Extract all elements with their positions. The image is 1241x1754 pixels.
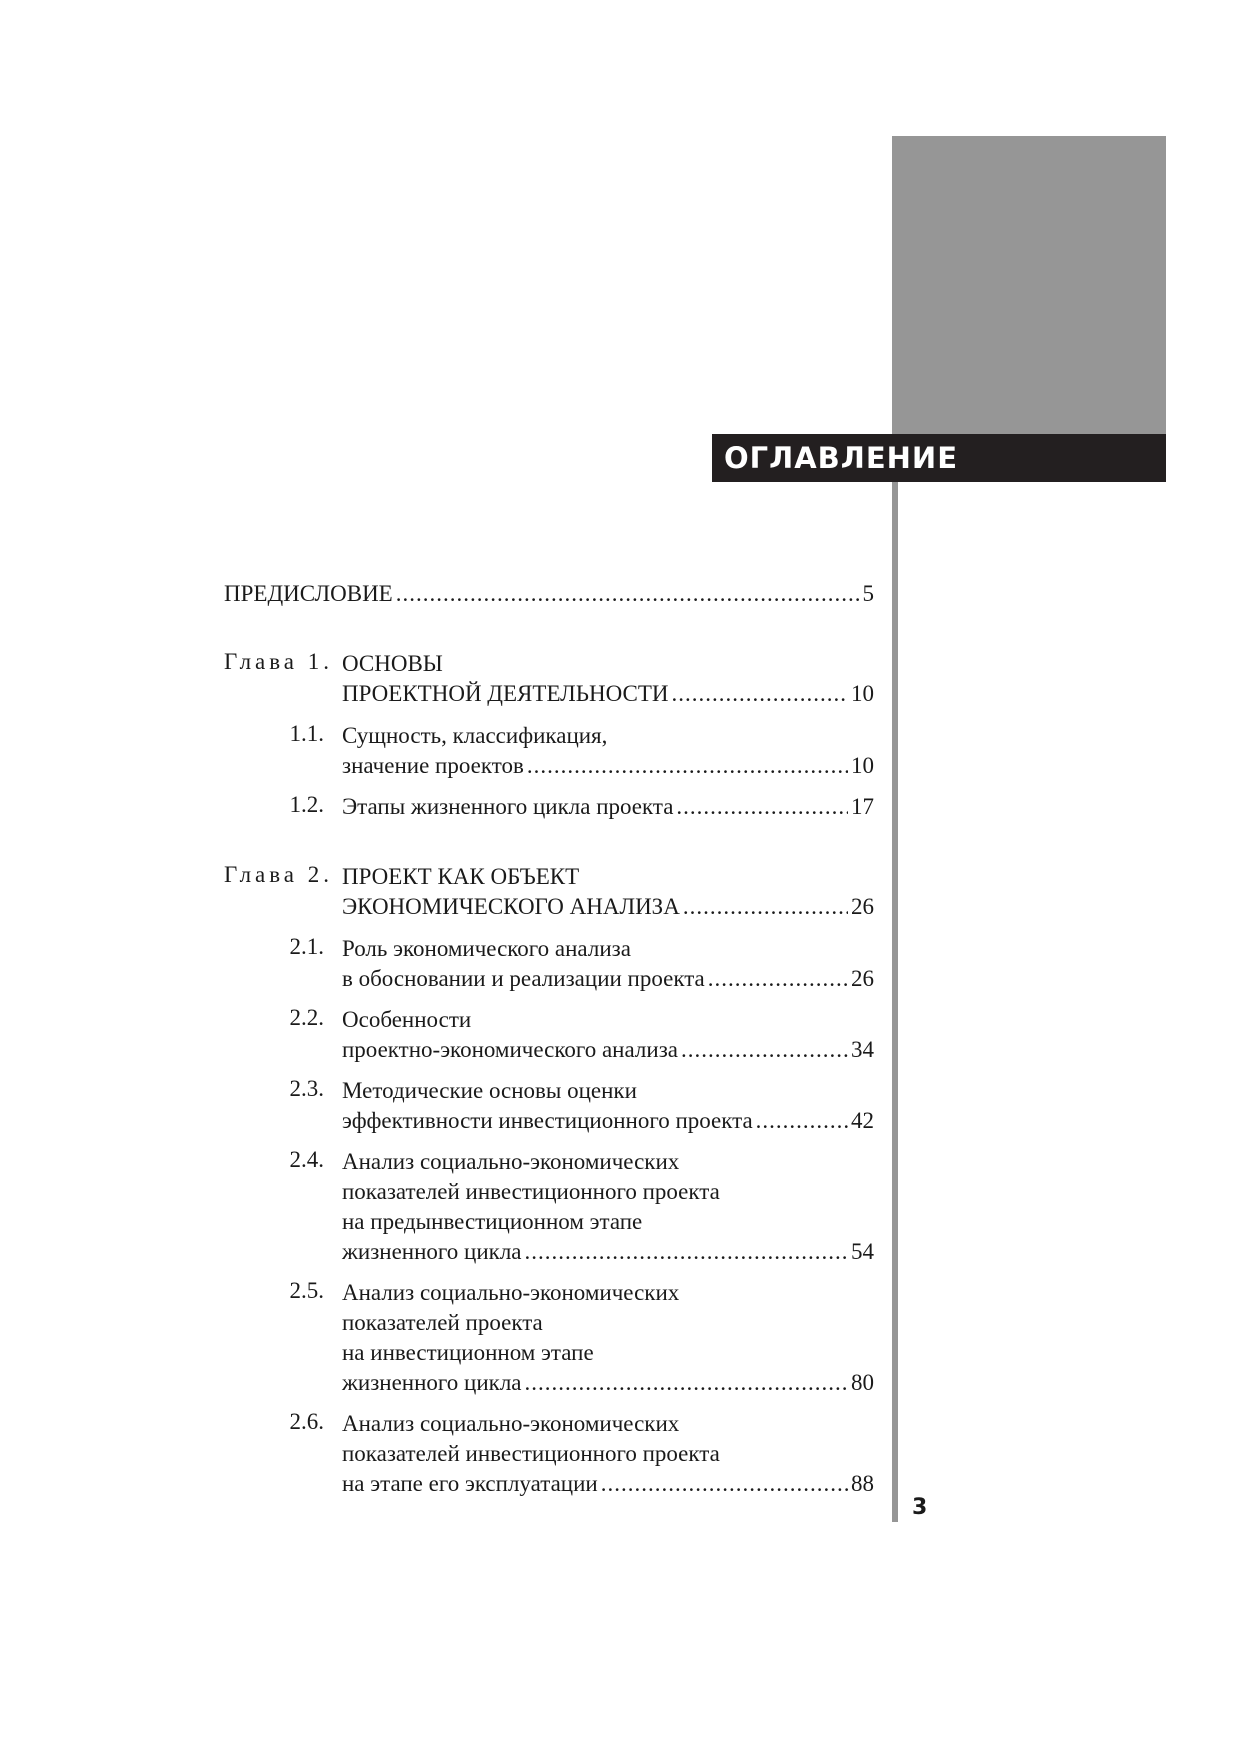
toc-entry-title[interactable]: эффективности инвестиционного проекта [342, 1108, 753, 1133]
header-gray-block [892, 136, 1166, 434]
section-number: 2.5. [289, 1278, 324, 1303]
dot-leader [525, 1237, 848, 1267]
chapter-label: Глава 1. [224, 649, 334, 674]
dot-leader [601, 1469, 848, 1499]
toc-entry-title[interactable]: ПРОЕКТНОЙ ДЕЯТЕЛЬНОСТИ [342, 681, 669, 706]
dot-leader [672, 679, 849, 709]
margin-rule [892, 482, 898, 1522]
toc-section-2-1 [224, 934, 874, 994]
toc-page-ref[interactable]: 10 [851, 753, 874, 778]
toc-entry-title[interactable]: показателей инвестиционного проекта [342, 1179, 720, 1204]
toc-chapter-1 [224, 649, 874, 822]
section-number: 2.6. [289, 1409, 324, 1434]
toc-entry-title[interactable]: ЭКОНОМИЧЕСКОГО АНАЛИЗА [342, 894, 680, 919]
toc-entry-title[interactable]: показателей инвестиционного проекта [342, 1441, 720, 1466]
section-number: 2.2. [289, 1005, 324, 1030]
toc-entry-title[interactable]: на инвестиционном этапе [342, 1340, 594, 1365]
table-of-contents [224, 579, 874, 1539]
dot-leader [681, 1035, 848, 1065]
section-number: 1.2. [289, 792, 324, 817]
toc-section-2-4 [224, 1147, 874, 1267]
page-number: 3 [912, 1495, 928, 1520]
toc-entry-title[interactable]: на этапе его эксплуатации [342, 1471, 598, 1496]
toc-page-ref[interactable]: 54 [851, 1239, 874, 1264]
dot-leader [708, 964, 848, 994]
toc-entry-title[interactable]: проектно-экономического анализа [342, 1037, 678, 1062]
toc-section-2-5 [224, 1278, 874, 1398]
toc-entry-title[interactable]: на предынвестиционном этапе [342, 1209, 643, 1234]
toc-entry-title[interactable]: показателей проекта [342, 1310, 543, 1335]
section-number: 2.4. [289, 1147, 324, 1172]
page-title: ОГЛАВЛЕНИЕ [712, 434, 1166, 482]
dot-leader [676, 792, 848, 822]
section-number: 2.1. [289, 934, 324, 959]
toc-entry-title[interactable]: жизненного цикла [342, 1239, 522, 1264]
toc-entry-title[interactable]: Анализ социально-экономических [342, 1149, 680, 1174]
toc-entry-title[interactable]: Роль экономического анализа [342, 936, 631, 961]
toc-entry-title[interactable]: Анализ социально-экономических [342, 1280, 680, 1305]
toc-entry-title[interactable]: ПРОЕКТ КАК ОБЪЕКТ [342, 864, 580, 889]
toc-page-ref[interactable]: 34 [851, 1037, 874, 1062]
dot-leader [527, 751, 848, 781]
toc-page-ref[interactable]: 17 [851, 794, 874, 819]
chapter-label: Глава 2. [224, 862, 334, 887]
toc-page-ref[interactable]: 26 [851, 966, 874, 991]
dot-leader [683, 892, 848, 922]
toc-entry-title[interactable]: в обосновании и реализации проекта [342, 966, 705, 991]
toc-entry-title[interactable]: значение проектов [342, 753, 524, 778]
toc-section-2-6 [224, 1409, 874, 1499]
toc-page-ref[interactable]: 10 [851, 681, 874, 706]
toc-entry-title[interactable]: ПРЕДИСЛОВИЕ [224, 581, 393, 606]
dot-leader [525, 1368, 848, 1398]
section-number: 2.3. [289, 1076, 324, 1101]
toc-section-2-3 [224, 1076, 874, 1136]
toc-entry-title[interactable]: Этапы жизненного цикла проекта [342, 794, 674, 819]
toc-page-ref[interactable]: 42 [851, 1108, 874, 1133]
toc-entry-title[interactable]: Методические основы оценки [342, 1078, 637, 1103]
toc-chapter-2 [224, 862, 874, 1499]
toc-page-ref[interactable]: 26 [851, 894, 874, 919]
toc-entry-title[interactable]: ОСНОВЫ [342, 651, 443, 676]
dot-leader [756, 1106, 848, 1136]
toc-section-1-1 [224, 721, 874, 781]
toc-page-ref[interactable]: 5 [862, 581, 874, 606]
toc-entry-title[interactable]: Особенности [342, 1007, 472, 1032]
toc-preface [224, 579, 874, 609]
toc-section-1-2 [224, 792, 874, 822]
toc-page-ref[interactable]: 80 [851, 1370, 874, 1395]
toc-entry-title[interactable]: Анализ социально-экономических [342, 1411, 680, 1436]
toc-section-2-2 [224, 1005, 874, 1065]
section-number: 1.1. [289, 721, 324, 746]
toc-page-ref[interactable]: 88 [851, 1471, 874, 1496]
toc-entry-title[interactable]: жизненного цикла [342, 1370, 522, 1395]
dot-leader [396, 579, 860, 609]
toc-entry-title[interactable]: Сущность, классификация, [342, 723, 608, 748]
